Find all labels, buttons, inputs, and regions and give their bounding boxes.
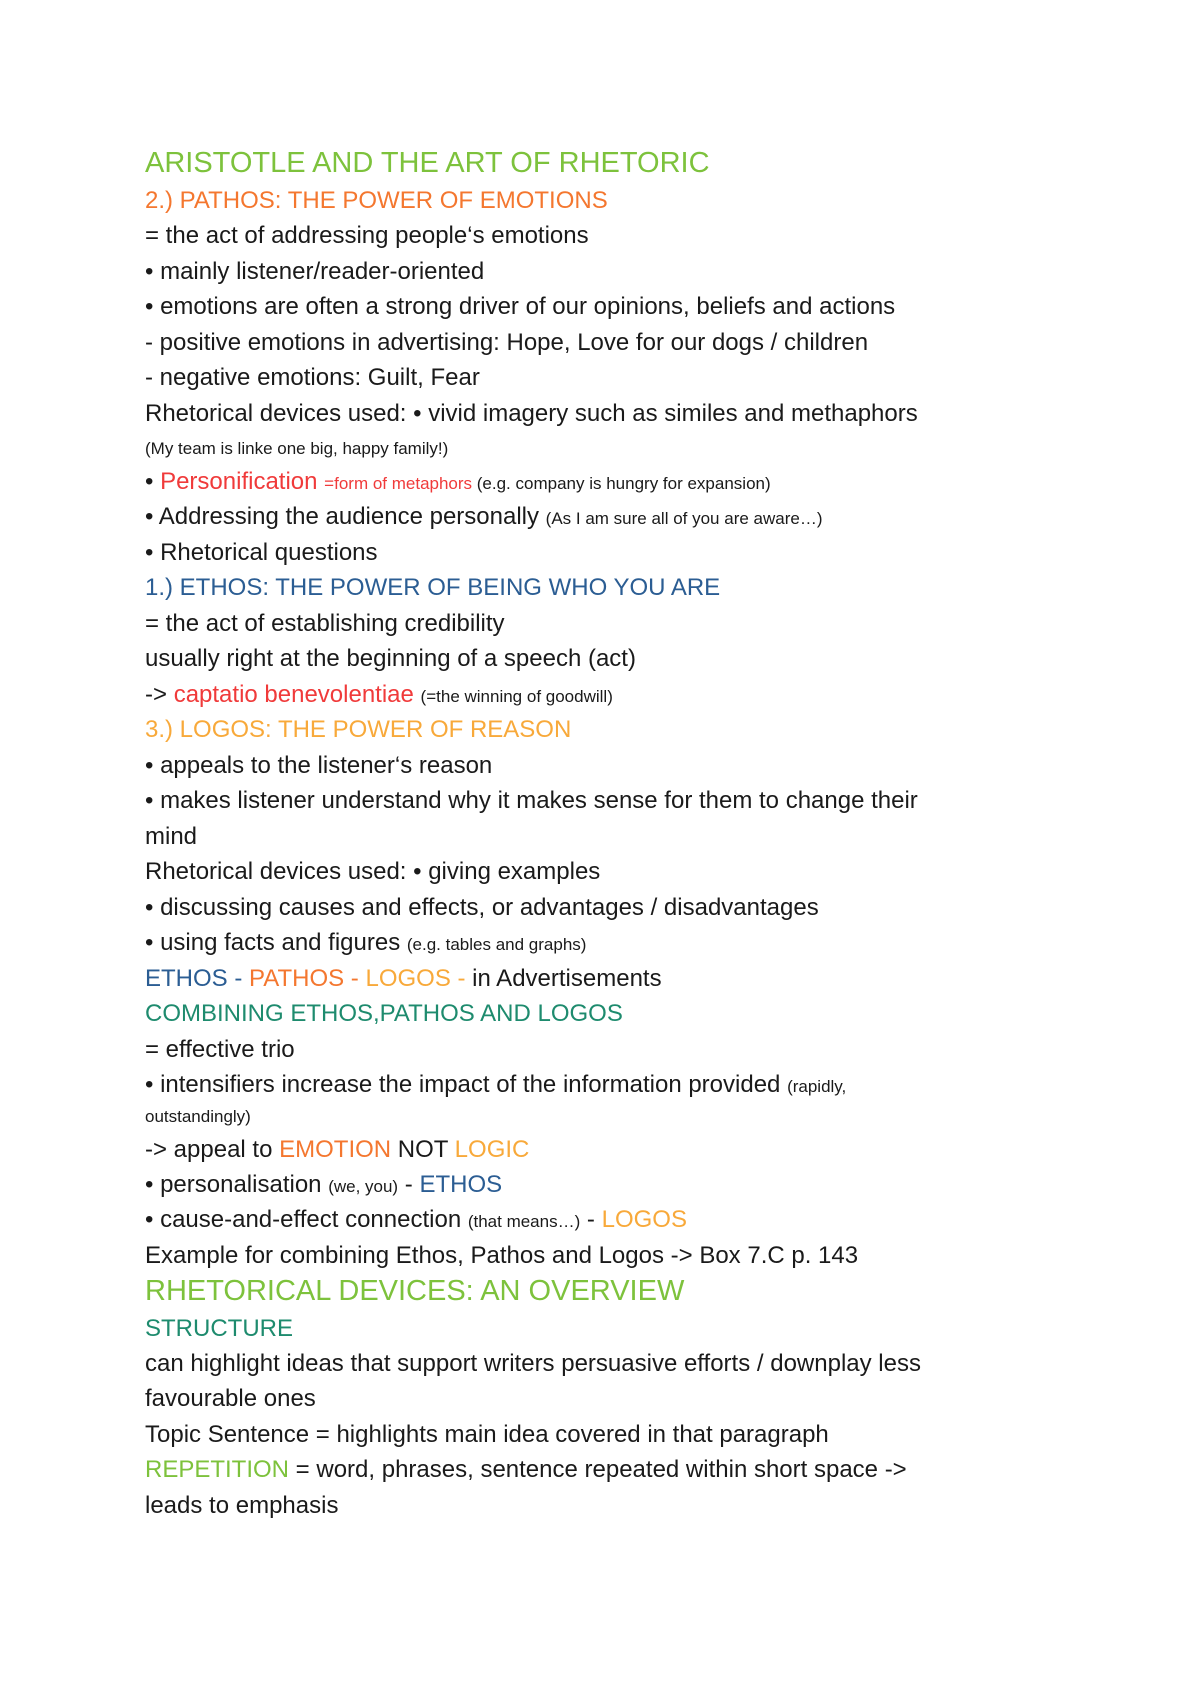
logos-causes: • discussing causes and effects, or advantages / disadvantages [145, 894, 819, 921]
pathos-bullet-2: • emotions are often a strong driver of our opinions, beliefs and actions [145, 293, 896, 320]
repetition-line [145, 1453, 907, 1487]
personalisation-line [145, 1168, 502, 1204]
box-example: Example for combining Ethos, Pathos and Logos -> Box 7.C p. 143 [145, 1242, 859, 1269]
appeal-line [145, 1133, 529, 1167]
personification-example: (e.g. company is hungry for expansion) [476, 474, 771, 493]
logos-bullet-1: • appeals to the listener‘s reason [145, 752, 493, 779]
captatio-term: captatio benevolentiae [173, 681, 421, 708]
pathos-positive-emotions: - positive emotions in advertising: Hope, Love for our dogs / children [145, 329, 869, 356]
ethos-definition: = the act of establishing credibility [145, 610, 505, 637]
structure-text: can highlight ideas that support writers persuasive efforts / downplay less [145, 1350, 921, 1377]
logos-bullet-2-cont: mind [145, 823, 198, 850]
personification-line [145, 465, 771, 501]
structure-heading: STRUCTURE [145, 1315, 293, 1342]
personalisation-example: (we, you) [328, 1177, 399, 1196]
pathos-negative-emotions: - negative emotions: Guilt, Fear [145, 364, 480, 391]
personification-term: Personification [160, 468, 325, 495]
personification-definition: =form of metaphors [324, 474, 477, 493]
cause-effect-line [145, 1203, 687, 1239]
overview-heading: RHETORICAL DEVICES: AN OVERVIEW [145, 1275, 685, 1307]
facts-text: • using facts and figures [145, 929, 407, 956]
document-title: ARISTOTLE AND THE ART OF RHETORIC [145, 147, 710, 179]
combining-heading: COMBINING ETHOS,PATHOS AND LOGOS [145, 1000, 623, 1027]
captatio-line [145, 678, 613, 714]
epl-logos: LOGOS - [365, 965, 473, 992]
repetition-text: = word, phrases, sentence repeated within short space -> [289, 1456, 907, 1483]
intensifiers-example-cont: outstandingly) [145, 1107, 251, 1126]
pathos-heading: 2.) PATHOS: THE POWER OF EMOTIONS [145, 187, 608, 214]
arrow-text: -> [145, 681, 174, 708]
addressing-audience-text: • Addressing the audience personally [145, 503, 546, 530]
addressing-audience-example: (As I am sure all of you are aware…) [545, 509, 823, 528]
topic-sentence: Topic Sentence = highlights main idea covered in that paragraph [145, 1421, 829, 1448]
addressing-audience-line [145, 500, 823, 536]
pathos-definition: = the act of addressing people‘s emotions [145, 222, 589, 249]
personalisation-text: • personalisation [145, 1171, 329, 1198]
ethos-timing: usually right at the beginning of a speech (act) [145, 645, 636, 672]
facts-example: (e.g. tables and graphs) [406, 935, 587, 954]
rhetorical-questions: • Rhetorical questions [145, 539, 378, 566]
intensifiers-text: • intensifiers increase the impact of the information provided [145, 1071, 788, 1098]
cause-effect-text: • cause-and-effect connection [145, 1206, 468, 1233]
repetition-text-cont: leads to emphasis [145, 1492, 339, 1519]
bullet: • [145, 468, 161, 495]
intensifiers-example: (rapidly, [787, 1077, 847, 1096]
facts-line [145, 926, 586, 962]
cause-effect-dash: - [580, 1206, 602, 1233]
epl-rest: in Advertisements [472, 965, 662, 992]
appeal-arrow: -> appeal to [145, 1136, 280, 1163]
pathos-devices: Rhetorical devices used: • vivid imagery such as similes and methaphors [145, 400, 918, 427]
pathos-bullet-1: • mainly listener/reader-oriented [145, 258, 485, 285]
epl-pathos: PATHOS - [249, 965, 366, 992]
cause-effect-logos: LOGOS [601, 1206, 687, 1233]
repetition-term: REPETITION [145, 1456, 290, 1483]
captatio-note: (=the winning of goodwill) [420, 687, 613, 706]
appeal-emotion: EMOTION [279, 1136, 392, 1163]
appeal-logic: LOGIC [454, 1136, 530, 1163]
epl-ethos: ETHOS - [145, 965, 250, 992]
pathos-imagery-example: (My team is linke one big, happy family!) [145, 439, 449, 458]
logos-heading: 3.) LOGOS: THE POWER OF REASON [145, 716, 572, 743]
structure-text-cont: favourable ones [145, 1385, 316, 1412]
personalisation-ethos: ETHOS [419, 1171, 503, 1198]
ethos-heading: 1.) ETHOS: THE POWER OF BEING WHO YOU ARE [145, 574, 721, 601]
logos-devices: Rhetorical devices used: • giving examples [145, 858, 601, 885]
cause-effect-example: (that means…) [467, 1212, 581, 1231]
personalisation-dash: - [398, 1171, 420, 1198]
ethos-pathos-logos-line [145, 962, 662, 996]
effective-trio: = effective trio [145, 1036, 295, 1063]
appeal-not: NOT [391, 1136, 455, 1163]
logos-bullet-2: • makes listener understand why it makes sense for them to change their [145, 787, 918, 814]
intensifiers-line [145, 1068, 846, 1104]
